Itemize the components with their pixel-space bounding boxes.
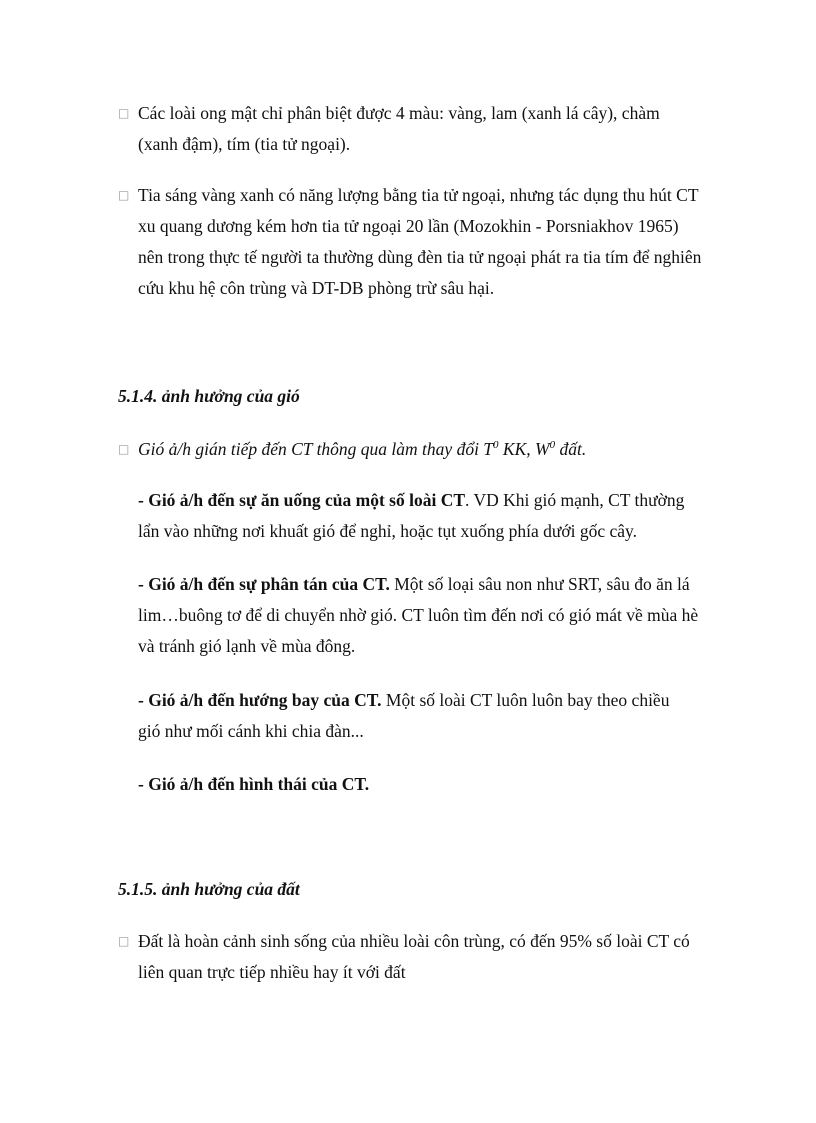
subpoint-morphology: [138, 769, 718, 800]
paragraph-line: cứu khu hệ côn trùng và DT-DB phòng trừ sâu hại.: [138, 278, 495, 298]
paragraph-line: nên trong thực tế người ta thường dùng đèn tia tử ngoại phát ra tia tím để nghiên: [138, 247, 702, 267]
subpoint-title: - Gió ả/h đến sự ăn uống của một số loài CT: [138, 490, 466, 510]
bullet-icon: □: [118, 934, 130, 948]
subpoint-title: - Gió ả/h đến hình thái của CT.: [138, 774, 370, 794]
subpoint-title: - Gió ả/h đến sự phân tán của CT.: [138, 574, 390, 594]
paragraph-line: (xanh đậm), tím (tia tử ngoại).: [138, 134, 351, 154]
subpoint-feeding: [138, 485, 718, 547]
bullet-icon: □: [118, 442, 130, 456]
paragraph-soil: [118, 926, 718, 988]
subpoint-text: Một số loại sâu non như SRT, sâu đo ăn lá: [389, 574, 690, 594]
paragraph-wind-intro: [118, 434, 718, 465]
section-heading-wind: 5.1.4. ảnh hưởng của gió: [118, 386, 300, 406]
paragraph-line: Các loài ong mật chỉ phân biệt được 4 màu: vàng, lam (xanh lá cây), chàm: [138, 103, 660, 123]
paragraph-line: Tia sáng vàng xanh có năng lượng bằng tia tử ngoại, nhưng tác dụng thu hút CT: [138, 185, 699, 205]
text-fragment: đất.: [555, 439, 587, 459]
subpoint-text: Một số loài CT luôn luôn bay theo chiều: [381, 690, 670, 710]
paragraph-uv-light: [118, 180, 718, 304]
subpoint-text: và tránh gió lạnh về mùa đông.: [138, 636, 356, 656]
paragraph-line: Đất là hoàn cảnh sinh sống của nhiều loài côn trùng, có đến 95% số loài CT có: [138, 931, 690, 951]
subpoint-text: gió như mối cánh khi chia đàn...: [138, 721, 364, 741]
superscript: 0: [493, 439, 499, 451]
paragraph-line: liên quan trực tiếp nhiều hay ít với đất: [138, 962, 406, 982]
subpoint-title: - Gió ả/h đến hướng bay của CT.: [138, 690, 382, 710]
paragraph-line: xu quang dương kém hơn tia tử ngoại 20 lần (Mozokhin - Porsniakhov 1965): [138, 216, 679, 236]
bullet-icon: □: [118, 106, 130, 120]
subpoint-text: . VD Khi gió mạnh, CT thường: [465, 490, 685, 510]
text-fragment: KK, W: [498, 439, 550, 459]
text-fragment: Gió ả/h gián tiếp đến CT thông qua làm thay đổi T: [138, 439, 494, 459]
subpoint-text: lẩn vào những nơi khuất gió để nghỉ, hoặc tụt xuống phía dưới gốc cây.: [138, 521, 638, 541]
bullet-icon: □: [118, 188, 130, 202]
section-heading-soil: 5.1.5. ảnh hưởng của đất: [118, 879, 300, 899]
superscript: 0: [549, 439, 556, 451]
subpoint-flight-direction: [138, 685, 718, 747]
subpoint-text: lim…buông tơ để di chuyển nhờ gió. CT luôn tìm đến nơi có gió mát về mùa hè: [138, 605, 699, 625]
paragraph-bee-colors: [118, 98, 718, 160]
subpoint-dispersal: [138, 569, 718, 662]
